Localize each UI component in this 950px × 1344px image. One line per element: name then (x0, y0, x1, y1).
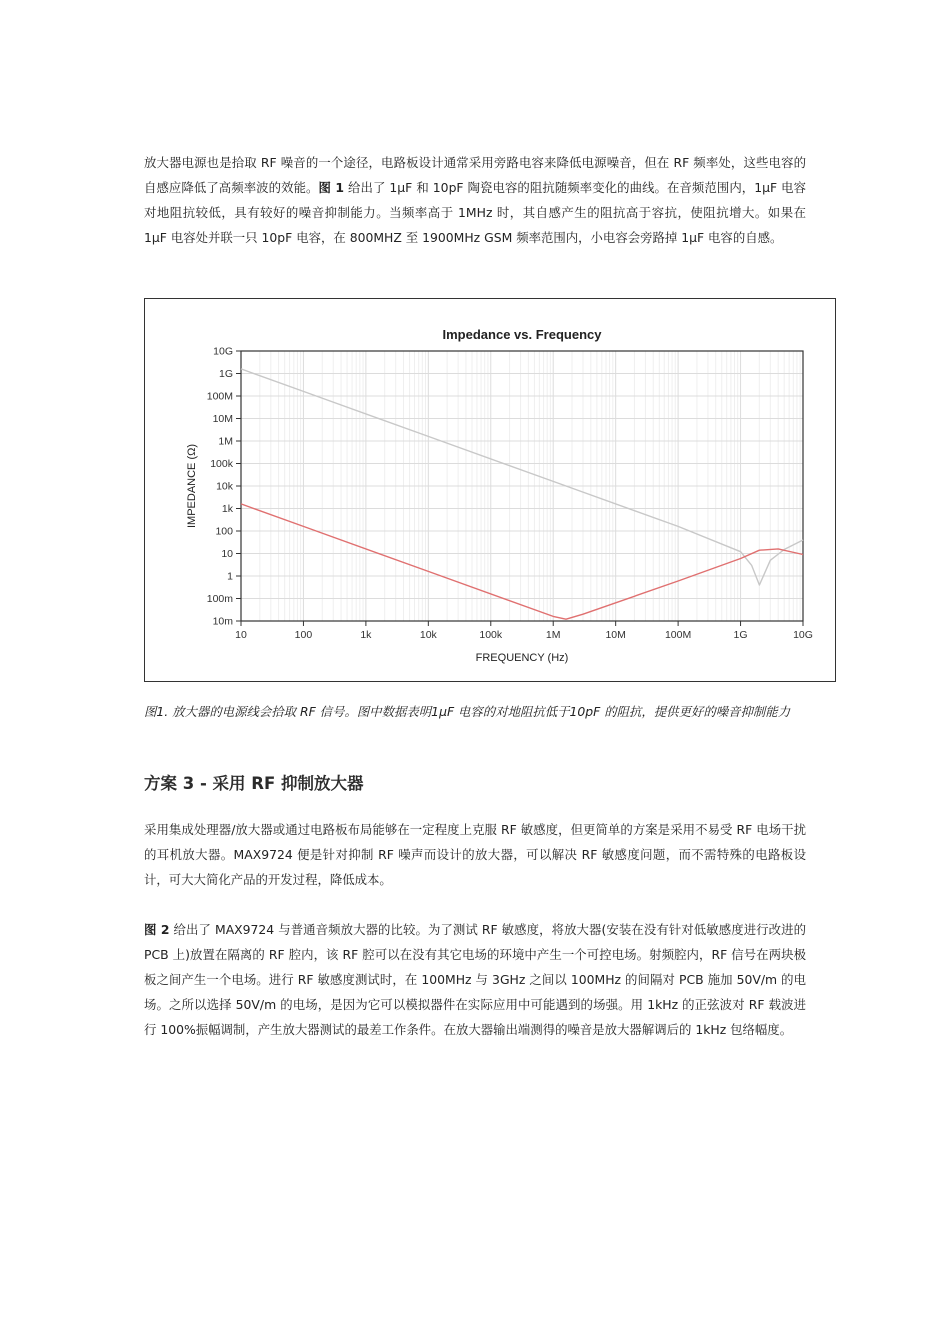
y-axis-label: IMPEDANCE (Ω) (186, 443, 198, 529)
figure-1-reference: 图 1 (318, 180, 344, 195)
figure-1-caption: 图1. 放大器的电源线会拾取 RF 信号。图中数据表明1μF 电容的对地阻抗低于10pF 的阻抗，提供更好的噪音抑制能力 (144, 704, 791, 719)
para1-text-start: 放大器电源也是拾取 RF 噪音的一个途径，电路板设计通常采用旁路电容来降低电源噪音，但在 RF 频率处，这些电容的自感应降低了高频率波的效能。 (144, 155, 806, 195)
x-tick-label: 10M (605, 629, 626, 641)
y-tick-label: 100 (215, 525, 233, 538)
y-tick-label: 1k (221, 503, 233, 515)
x-tick-label: 1M (545, 629, 561, 641)
series-line-2 (241, 504, 803, 619)
y-tick-label: 10k (216, 480, 233, 493)
y-tick-label: 100m (206, 593, 233, 605)
y-tick-label: 1M (218, 435, 233, 448)
y-tick-label: 10m (212, 615, 233, 628)
x-tick-label: 100M (664, 629, 692, 641)
x-tick-label: 1k (360, 629, 372, 641)
paragraph-1 (144, 150, 806, 250)
x-tick-label: 10 (235, 629, 247, 641)
y-tick-label: 1G (218, 368, 233, 380)
x-tick-label: 10G (793, 629, 813, 641)
paragraph-3 (144, 917, 806, 1042)
y-tick-label: 100M (206, 390, 233, 403)
x-tick-label: 100k (479, 629, 503, 641)
para1-text-end: 给出了 1μF 和 10pF 陶瓷电容的阻抗随频率变化的曲线。在音频范围内，1μF 电容对地阻抗较低，具有较好的噪音抑制能力。当频率高于 1MHz 时，其自感产生的阻抗高于容抗，使阻抗增大。如果在 1μF 电容处并联一只 10pF 电容，在 800MHZ 至 1900MHz GSM 频率范围内，小电容会旁路掉 1μF 电容的自感。 (144, 180, 807, 245)
para3-text: 给出了 MAX9724 与普通音频放大器的比较。为了测试 RF 敏感度，将放大器(安装在没有针对低敏感度进行改进的 PCB 上)放置在隔离的 RF 腔内，该 RF 腔可以在没有其它电场的环境中产生一个可控电场。射频腔内，RF 信号在两块极板之间产生一个电场。进行 RF 敏感度测试时，在 100MHz 与 3GHz 之间以 100MHz 的间隔对 PCB 施加 50V/m 的电场。之所以选择 50V/m 的电场，是因为它可以模拟器件在实际应用中可能遇到的场强。用 1kHz 的正弦波对 RF 载波进行 100%振幅调制，产生放大器测试的最差工作条件。在放大器输出端测得的噪音是放大器解调后的 1kHz 包络幅度。 (144, 922, 807, 1037)
figure-1 (144, 298, 836, 682)
x-tick-label: 100 (294, 629, 313, 641)
figure-2-reference: 图 2 (144, 922, 170, 937)
x-axis-label: FREQUENCY (Hz) (475, 652, 569, 664)
y-tick-label: 100k (210, 458, 233, 470)
y-tick-label: 10M (212, 413, 233, 425)
x-tick-label: 10k (419, 629, 437, 641)
paragraph-2 (144, 817, 806, 892)
x-tick-label: 1G (733, 629, 748, 641)
chart-title: Impedance vs. Frequency (442, 327, 602, 342)
y-tick-label: 10G (213, 345, 233, 358)
y-tick-label: 1 (227, 570, 233, 583)
y-tick-label: 10 (221, 548, 233, 560)
para2-text: 采用集成处理器/放大器或通过电路板布局能够在一定程度上克服 RF 敏感度，但更简单的方案是采用不易受 RF 电场干扰的耳机放大器。MAX9724 便是针对抑制 RF 噪声而设计的放大器，可以解决 RF 敏感度问题，而不需特殊的电路板设计，可大大简化产品的开发过程，降低成本。 (144, 822, 806, 887)
series-line-1 (241, 369, 803, 585)
section-heading: 方案 3 - 采用 RF 抑制放大器 (144, 774, 364, 793)
impedance-chart (145, 299, 835, 681)
